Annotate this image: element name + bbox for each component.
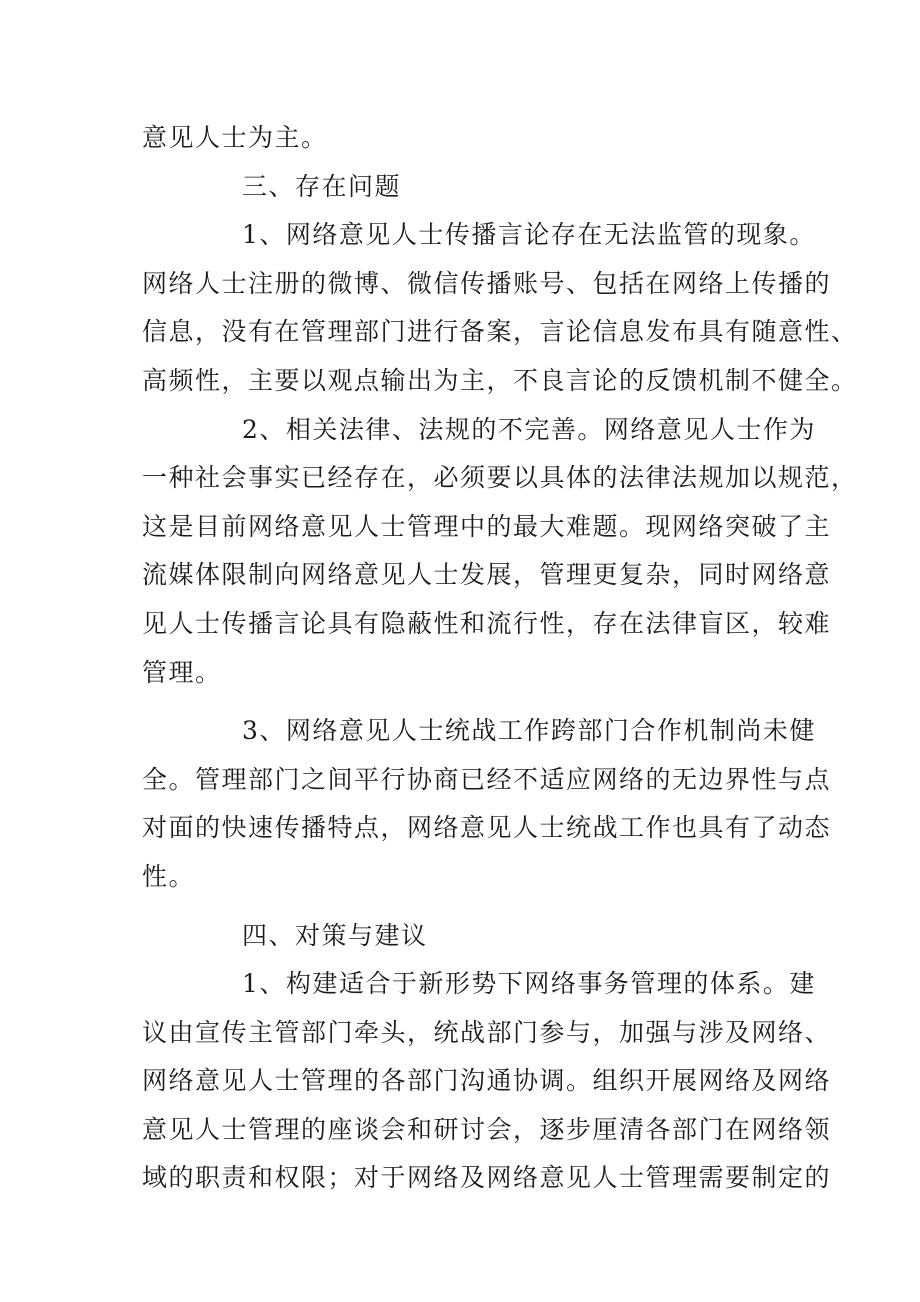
section-heading-problems: 三、存在问题: [242, 171, 402, 201]
text-line: 一种社会事实已经存在，必须要以具体的法律法规加以规范，: [142, 463, 858, 493]
section-heading-recommendations: 四、对策与建议: [242, 920, 428, 950]
text-line: 性。: [142, 861, 196, 891]
text-line: 这是目前网络意见人士管理中的最大难题。现网络突破了主: [142, 511, 832, 541]
paragraph-start: 2、相关法律、法规的不完善。网络意见人士作为: [242, 414, 816, 444]
paragraph-gap: [142, 697, 782, 707]
document-body: [142, 114, 858, 1203]
text-line: 对面的快速传播特点，网络意见人士统战工作也具有了动态: [142, 813, 832, 843]
text-line: 网络人士注册的微博、微信传播账号、包括在网络上传播的: [142, 268, 832, 298]
text-line: 流媒体限制向网络意见人士发展，管理更复杂，同时网络意: [142, 560, 832, 590]
text-line: 意见人士为主。: [142, 123, 328, 152]
text-line: 全。管理部门之间平行协商已经不适应网络的无边界性与点: [142, 764, 832, 794]
text-line: 意见人士管理的座谈会和研讨会，逐步厘清各部门在网络领: [142, 1114, 832, 1144]
paragraph-start: 3、网络意见人士统战工作跨部门合作机制尚未健: [242, 716, 816, 746]
paragraph-start: 1、网络意见人士传播言论存在无法监管的现象。: [242, 220, 816, 250]
text-line: 议由宣传主管部门牵头，统战部门参与，加强与涉及网络、: [142, 1017, 832, 1047]
paragraph-gap: [142, 902, 782, 912]
paragraph-start: 1、构建适合于新形势下网络事务管理的体系。建: [242, 969, 816, 999]
text-line: 网络意见人士管理的各部门沟通协调。组织开展网络及网络: [142, 1066, 832, 1096]
text-line: 域的职责和权限；对于网络及网络意见人士管理需要制定的: [142, 1163, 832, 1193]
text-line: 管理。: [142, 657, 222, 687]
text-line: 见人士传播言论具有隐蔽性和流行性，存在法律盲区，较难: [142, 608, 832, 638]
text-line: 高频性，主要以观点输出为主，不良言论的反馈机制不健全。: [142, 365, 858, 395]
text-line: 信息，没有在管理部门进行备案，言论信息发布具有随意性、: [142, 317, 858, 347]
